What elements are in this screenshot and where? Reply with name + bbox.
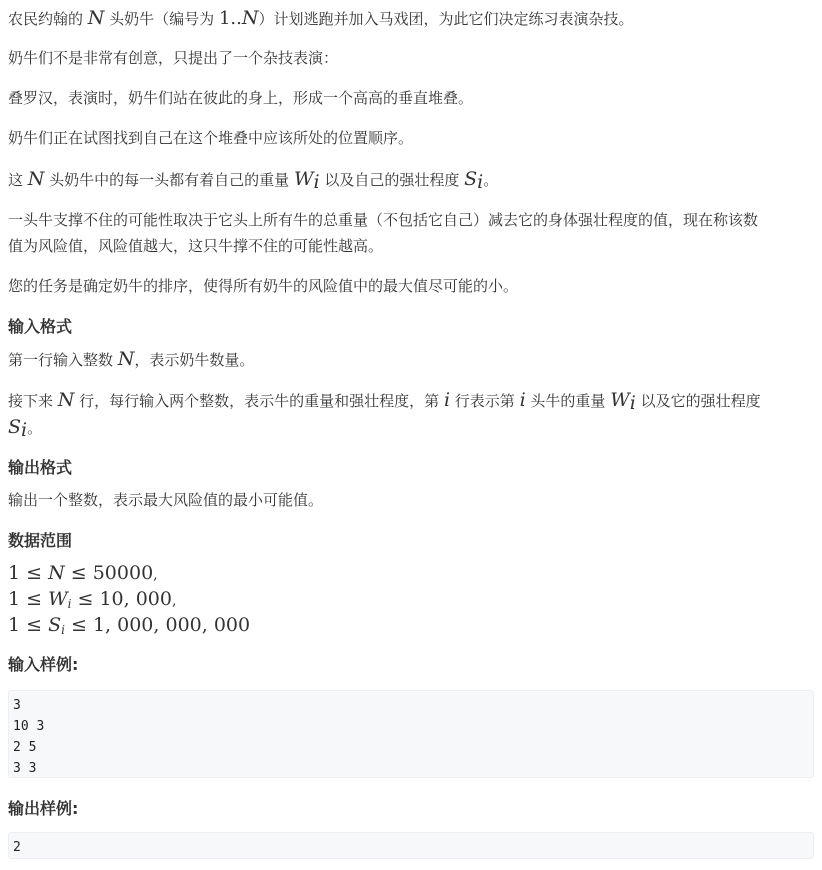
sample-output-code[interactable] bbox=[8, 832, 814, 859]
sample-output-heading: 输出样例: bbox=[8, 799, 79, 818]
input-format-paragraph-2 bbox=[8, 387, 814, 441]
range-line-s bbox=[8, 612, 814, 638]
intro-paragraph-3: 叠罗汉，表演时，奶牛们站在彼此的身上，形成一个高高的垂直堆叠。 bbox=[8, 89, 474, 107]
range-text: ≤ 10, 000 bbox=[71, 588, 172, 610]
intro-paragraph-7: 您的任务是确定奶牛的排序，使得所有奶牛的风险值中的最大值尽可能的小。 bbox=[8, 277, 519, 295]
intro-paragraph-2: 奶牛们不是非常有创意，只提出了一个杂技表演： bbox=[8, 49, 339, 67]
intro-text: 这 bbox=[8, 171, 28, 189]
input-text: 头牛的重量 bbox=[525, 392, 611, 410]
math-sub-i: i bbox=[477, 171, 484, 193]
math-sub-i: i bbox=[629, 392, 636, 414]
math-var-i: i bbox=[519, 389, 526, 411]
math-var-n: N bbox=[87, 7, 105, 29]
intro-text: 头奶牛（编号为 bbox=[104, 10, 219, 28]
math-var-n: N bbox=[241, 7, 259, 29]
input-line bbox=[8, 387, 814, 414]
sample-input-heading: 输入样例: bbox=[8, 655, 79, 674]
math-var-i: i bbox=[443, 389, 451, 411]
input-line bbox=[8, 414, 814, 441]
math-var-s: S bbox=[464, 168, 478, 190]
math-sub-i: i bbox=[67, 597, 72, 611]
input-text: 第一行输入整数 bbox=[8, 351, 118, 369]
range-text: 1 ≤ bbox=[8, 588, 49, 610]
sample-input-code[interactable] bbox=[8, 690, 814, 778]
intro-text: 。 bbox=[483, 171, 499, 189]
math-var-w: W bbox=[610, 389, 630, 411]
intro-line: 值为风险值，风险值越大，这只牛撑不住的可能性越高。 bbox=[8, 237, 384, 255]
math-var-n: N bbox=[57, 389, 75, 411]
math-sub-i: i bbox=[21, 419, 28, 441]
input-text: 行，每行输入两个整数，表示牛的重量和强壮程度，第 bbox=[74, 392, 444, 410]
math-var-w: W bbox=[293, 168, 314, 190]
range-line-n bbox=[8, 560, 814, 586]
math-var-s: S bbox=[48, 614, 62, 636]
range-text: ≤ 50000 bbox=[64, 562, 154, 584]
code-line: 2 bbox=[13, 840, 21, 855]
input-format-heading: 输入格式 bbox=[8, 317, 73, 336]
math-range: 1.. bbox=[218, 8, 242, 29]
math-sub-i: i bbox=[61, 623, 65, 637]
intro-text: 以及自己的强壮程度 bbox=[319, 171, 465, 189]
math-var-n: N bbox=[27, 168, 45, 190]
range-punct: , bbox=[153, 567, 158, 583]
range-line-w bbox=[8, 586, 814, 612]
data-range-list bbox=[8, 560, 814, 638]
code-line: 3 bbox=[13, 698, 21, 713]
range-text: 1 ≤ bbox=[8, 562, 49, 584]
data-range-heading: 数据范围 bbox=[8, 531, 73, 550]
input-format-paragraph-1 bbox=[8, 346, 814, 373]
input-text: 以及它的强壮程度 bbox=[635, 392, 761, 410]
math-var-n: N bbox=[117, 348, 135, 370]
input-text: 。 bbox=[27, 419, 43, 437]
intro-paragraph-6 bbox=[8, 207, 814, 259]
range-punct: , bbox=[172, 593, 177, 609]
range-text: 1 ≤ bbox=[8, 614, 49, 636]
math-var-n: N bbox=[48, 562, 65, 584]
code-line: 3 3 bbox=[13, 761, 37, 776]
intro-paragraph-1 bbox=[8, 5, 814, 32]
code-line: 2 5 bbox=[13, 740, 37, 755]
math-sub-i: i bbox=[313, 171, 320, 193]
range-text: ≤ 1, 000, 000, 000 bbox=[64, 614, 251, 636]
intro-text: 农民约翰的 bbox=[8, 10, 88, 28]
output-format-paragraph: 输出一个整数，表示最大风险值的最小可能值。 bbox=[8, 491, 324, 509]
math-var-s: S bbox=[8, 416, 22, 438]
intro-paragraph-5 bbox=[8, 166, 814, 193]
intro-text: ）计划逃跑并加入马戏团，为此它们决定练习表演杂技。 bbox=[258, 10, 634, 28]
input-text: 接下来 bbox=[8, 392, 58, 410]
code-line: 10 3 bbox=[13, 719, 45, 734]
input-text: 行表示第 bbox=[450, 392, 520, 410]
math-var-w: W bbox=[48, 588, 68, 610]
input-text: ，表示奶牛数量。 bbox=[134, 351, 255, 369]
intro-paragraph-4: 奶牛们正在试图找到自己在这个堆叠中应该所处的位置顺序。 bbox=[8, 129, 414, 147]
output-format-heading: 输出格式 bbox=[8, 458, 73, 477]
intro-line: 一头牛支撑不住的可能性取决于它头上所有牛的总重量（不包括它自己）减去它的身体强壮程度的值，现在称该数 bbox=[8, 211, 759, 229]
intro-text: 头奶牛中的每一头都有着自己的重量 bbox=[44, 171, 294, 189]
